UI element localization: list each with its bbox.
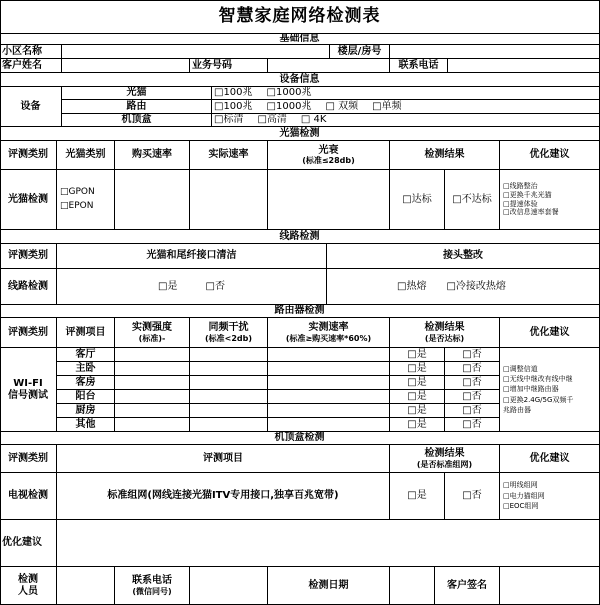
inspector-label-line2: 人员 (18, 585, 38, 597)
room-label: 阳台 (57, 390, 115, 404)
attenuation-field[interactable] (268, 170, 390, 230)
footer-phone-sub: (微信同号) (132, 586, 172, 596)
line-fix-cold[interactable]: □冷接改热熔 (446, 280, 506, 292)
router-col-advice: 优化建议 (500, 318, 600, 348)
interference-field[interactable] (190, 404, 268, 418)
modem-row-label: 光猫检测 (0, 170, 57, 230)
strength-field[interactable] (115, 390, 190, 404)
room-label: 客房 (57, 376, 115, 390)
interference-title: 同频干扰 (208, 322, 249, 334)
line-col-clean: 光猫和尾纤接口清洁 (57, 244, 327, 269)
strength-field[interactable] (115, 404, 190, 418)
footer-phone-field[interactable] (190, 567, 268, 605)
room-fail-option[interactable]: □否 (445, 348, 500, 362)
speed-field[interactable] (268, 404, 390, 418)
modem-label: 光猫 (62, 87, 212, 100)
modem-col-bought-speed: 购买速率 (115, 141, 190, 170)
stb-result-standard: (是否标准组网) (416, 459, 473, 469)
modem-option[interactable]: □1000兆 (266, 87, 312, 99)
modem-fail-option[interactable]: □不达标 (445, 170, 500, 230)
speed-title: 实测速率 (308, 322, 349, 334)
router-option[interactable]: □ 双频 (325, 100, 359, 112)
room-fail-option[interactable]: □否 (445, 362, 500, 376)
room-pass-option[interactable]: □是 (390, 376, 445, 390)
modem-col-actual-speed: 实际速率 (190, 141, 268, 170)
section-line-test: 线路检测 (0, 230, 600, 244)
router-advice-option[interactable]: □调整信道 (503, 365, 538, 374)
section-router-test: 路由器检测 (0, 305, 600, 318)
router-advice-option[interactable]: 兆路由器 (503, 405, 531, 414)
room-label: 主卧 (57, 362, 115, 376)
router-advice-option[interactable]: □增加中继路由器 (503, 385, 559, 394)
signal-test-label: 信号测试 (8, 389, 48, 401)
stb-pass-option[interactable]: □是 (390, 473, 445, 520)
signature-field[interactable] (500, 567, 600, 605)
stb-option[interactable]: □标清 (214, 114, 244, 126)
stb-result-title: 检测结果 (424, 448, 465, 460)
section-stb-test: 机顶盒检测 (0, 432, 600, 445)
speed-field[interactable] (268, 362, 390, 376)
modem-type-option[interactable]: □EPON (60, 200, 94, 211)
footer-phone-label (115, 567, 190, 605)
router-advice-options (500, 348, 600, 432)
stb-label: 机顶盒 (62, 114, 212, 127)
inspector-label-line1: 检测 (18, 574, 38, 585)
business-number-field[interactable] (268, 59, 390, 73)
modem-options (212, 87, 600, 100)
stb-option[interactable]: □ 4K (300, 114, 327, 126)
inspector-label (0, 567, 57, 605)
line-fix-options (327, 269, 600, 305)
section-device-info: 设备信息 (0, 73, 600, 87)
stb-col-advice: 优化建议 (500, 445, 600, 473)
modem-pass-option[interactable]: □达标 (390, 170, 445, 230)
stb-advice-options (500, 473, 600, 520)
interference-field[interactable] (190, 348, 268, 362)
device-label: 设备 (0, 87, 62, 127)
room-label: 客厅 (57, 348, 115, 362)
modem-advice-option[interactable]: □更换千兆光猫 (503, 190, 552, 199)
room-pass-option[interactable]: □是 (390, 348, 445, 362)
modem-col-result: 检测结果 (390, 141, 500, 170)
community-label: 小区名称 (0, 45, 62, 59)
router-option[interactable]: □100兆 (214, 100, 253, 112)
stb-advice-option[interactable]: □EOC组网 (503, 502, 539, 511)
strength-field[interactable] (115, 418, 190, 432)
line-clean-yes[interactable]: □是 (158, 280, 178, 292)
room-pass-option[interactable]: □是 (390, 404, 445, 418)
interference-standard: (标准<2db) (204, 333, 253, 343)
router-col-item: 评测项目 (57, 318, 115, 348)
router-option[interactable]: □单频 (372, 100, 402, 112)
wifi-label: WI-FI (13, 378, 43, 389)
router-col-strength (115, 318, 190, 348)
bought-speed-field[interactable] (115, 170, 190, 230)
inspection-date-field[interactable] (390, 567, 435, 605)
signature-label: 客户签名 (435, 567, 500, 605)
contact-phone-field[interactable] (448, 59, 600, 73)
stb-advice-option[interactable]: □明线组网 (503, 481, 538, 490)
footer-advice-label: 优化建议 (0, 520, 57, 567)
router-col-result (390, 318, 500, 348)
router-label: 路由 (62, 100, 212, 114)
interference-field[interactable] (190, 418, 268, 432)
router-option[interactable]: □1000兆 (266, 100, 312, 112)
strength-field[interactable] (115, 376, 190, 390)
strength-field[interactable] (115, 348, 190, 362)
modem-col-type: 评测类别 (0, 141, 57, 170)
line-col-type: 评测类别 (0, 244, 57, 269)
modem-advice-option[interactable]: □提速体验 (503, 199, 538, 208)
room-label: 厨房 (57, 404, 115, 418)
stb-fail-option[interactable]: □否 (445, 473, 500, 520)
room-pass-option[interactable]: □是 (390, 390, 445, 404)
customer-name-field[interactable] (62, 59, 190, 73)
attenuation-standard: (标准≤28db) (302, 156, 355, 166)
strength-standard: (标准)- (138, 333, 166, 343)
stb-advice-option[interactable]: □电力猫组网 (503, 491, 545, 500)
speed-standard: (标准≥购买速率*60%) (285, 333, 372, 343)
router-result-standard: (是否达标) (424, 333, 465, 343)
stb-option[interactable]: □高清 (257, 114, 287, 126)
modem-col-attenuation (268, 141, 390, 170)
room-pass-option[interactable]: □是 (390, 362, 445, 376)
line-fix-hot[interactable]: □热熔 (397, 280, 427, 292)
room-fail-option[interactable]: □否 (445, 404, 500, 418)
community-field[interactable] (62, 45, 330, 59)
interference-field[interactable] (190, 362, 268, 376)
stb-col-item: 评测项目 (57, 445, 390, 473)
contact-phone-label: 联系电话 (390, 59, 448, 73)
attenuation-title: 光衰 (318, 144, 339, 156)
stb-row-label: 电视检测 (0, 473, 57, 520)
router-advice-option[interactable]: □无线中继改有线中继 (503, 375, 573, 384)
line-row-label: 线路检测 (0, 269, 57, 305)
interference-field[interactable] (190, 376, 268, 390)
speed-field[interactable] (268, 376, 390, 390)
router-advice-option[interactable]: □更换2.4G/5G双频千 (503, 395, 574, 404)
floor-room-label: 楼层/房号 (330, 45, 390, 59)
modem-type-option[interactable]: □GPON (60, 187, 95, 197)
stb-col-type: 评测类别 (0, 445, 57, 473)
floor-room-field[interactable] (390, 45, 600, 59)
stb-item: 标准组网(网线连接光猫ITV专用接口,独享百兆宽带) (57, 473, 390, 520)
router-col-interference (190, 318, 268, 348)
modem-type-options (57, 170, 115, 230)
room-fail-option[interactable]: □否 (445, 418, 500, 432)
line-clean-options (57, 269, 327, 305)
customer-name-label: 客户姓名 (0, 59, 62, 73)
router-col-type: 评测类别 (0, 318, 57, 348)
section-basic-info: 基础信息 (0, 34, 600, 45)
router-result-title: 检测结果 (424, 322, 465, 334)
section-modem-test: 光猫检测 (0, 127, 600, 141)
line-col-fix: 接头整改 (327, 244, 600, 269)
room-fail-option[interactable]: □否 (445, 376, 500, 390)
actual-speed-field[interactable] (190, 170, 268, 230)
modem-col-modem-type: 光猫类别 (57, 141, 115, 170)
business-number-label: 业务号码 (190, 59, 268, 73)
room-fail-option[interactable]: □否 (445, 390, 500, 404)
modem-option[interactable]: □100兆 (214, 87, 253, 99)
interference-field[interactable] (190, 390, 268, 404)
inspector-field[interactable] (57, 567, 115, 605)
line-clean-no[interactable]: □否 (205, 280, 225, 292)
modem-advice-option[interactable]: □线路整治 (503, 182, 538, 190)
stb-col-result (390, 445, 500, 473)
router-col-speed (268, 318, 390, 348)
modem-advice-options (500, 170, 600, 230)
speed-field[interactable] (268, 418, 390, 432)
speed-field[interactable] (268, 348, 390, 362)
footer-phone-title: 联系电话 (132, 575, 172, 587)
modem-col-advice: 优化建议 (500, 141, 600, 170)
strength-title: 实测强度 (132, 322, 172, 334)
strength-field[interactable] (115, 362, 190, 376)
modem-advice-option[interactable]: □改信息速率套餐 (503, 208, 559, 217)
page-title: 智慧家庭网络检测表 (0, 0, 600, 34)
speed-field[interactable] (268, 390, 390, 404)
inspection-date-label: 检测日期 (268, 567, 390, 605)
stb-options (212, 114, 600, 127)
room-pass-option[interactable]: □是 (390, 418, 445, 432)
router-row-label (0, 348, 57, 432)
footer-advice-field[interactable] (57, 520, 600, 567)
room-label: 其他 (57, 418, 115, 432)
router-options (212, 100, 600, 114)
